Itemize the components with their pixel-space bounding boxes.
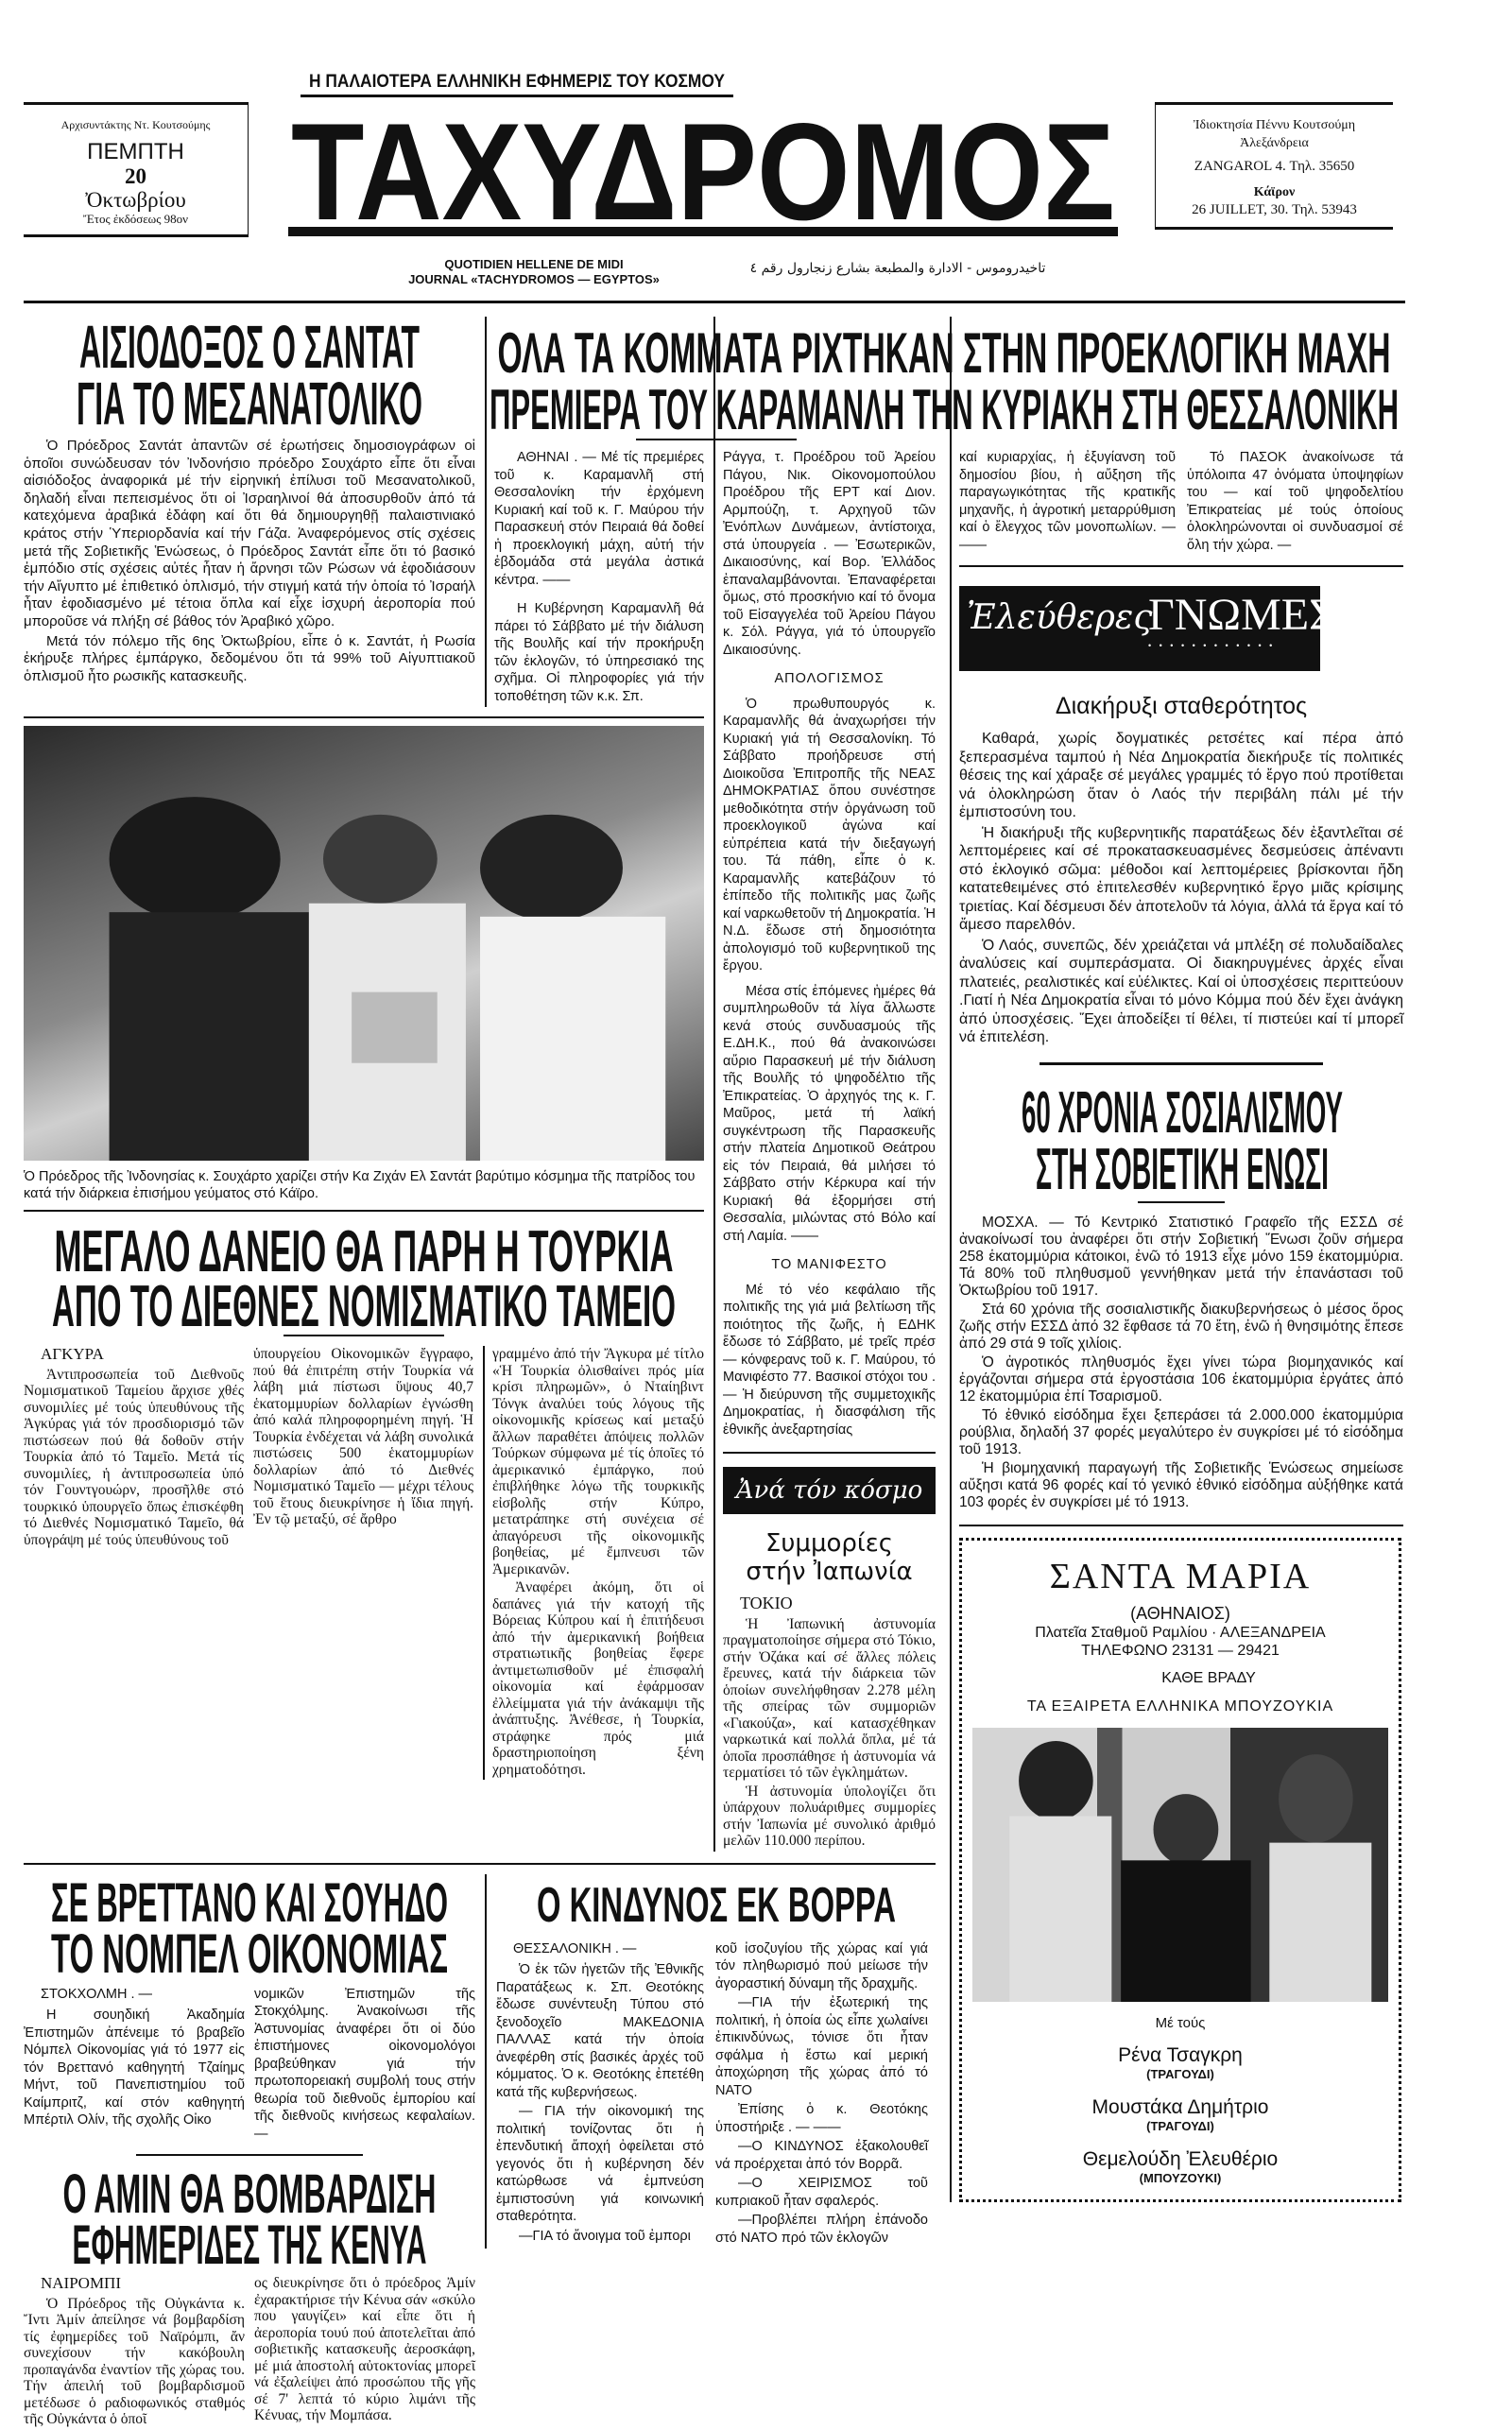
editor-credit: Αρχισυντάκτης Ντ. Κουτσούμης (60, 118, 211, 131)
amin-headline (24, 2165, 475, 2267)
issue-year: Ἔτος ἐκδόσεως 98ον (82, 212, 189, 226)
dateline: ΤΟΚΙΟ (740, 1594, 793, 1612)
photo-figures (24, 726, 704, 1161)
headline-line (959, 1080, 1405, 1137)
dateline: ΝΑΙΡΟΜΠΙ (41, 2274, 121, 2292)
performer-name: Μουστάκα Δημήτριο (1091, 2095, 1269, 2118)
svg-text:Ο ΑΜΙΝ ΘΑ ΒΟΜΒΑΡΔΙΣΗ: Ο ΑΜΙΝ ΘΑ ΒΟΜΒΑΡΔΙΣΗ (62, 2165, 437, 2216)
section-rule (959, 1525, 1403, 1526)
svg-text:ΑΙΣΙΟΔΟΞΟΣ Ο ΣΑΝΤΑΤ: ΑΙΣΙΟΔΟΞΟΣ Ο ΣΑΝΤΑΤ (79, 317, 420, 373)
performer-role: (ΜΠΟΥΖΟΥΚΙ) (1139, 2170, 1222, 2185)
main-content (24, 317, 1403, 2430)
amin-col2: ος διευκρίνησε ὅτι ὁ πρόεδρος Ἀμίν ἐχαρακτήρισε τήν Κένυα σάν «σκύλο που γαυγίζει» καί εἶπε ὅτι ἡ ἀεροπορία τουύ πού ἀποτελεῖται ἀπό σοβιετικῆς κατασκευῆς ἀεροσκάφη, μέ μιά ἀποστολή αὐτοκτονίας μπορεῖ νά ἐξαλείψει ἀπό προσώπου τῆς γῆς σέ 7' λεπτά τό κύριο λιμάνι τῆς Κένυας, τήν Μομπάσα. (254, 2275, 475, 2423)
svg-text:ΓΙΑ ΤΟ ΜΕΣΑΝΑΤΟΛΙΚΟ: ΓΙΑ ΤΟ ΜΕΣΑΝΑΤΟΛΙΚΟ (77, 373, 422, 430)
elections-col2: Ράγγα, τ. Προέδρου τοῦ Ἀρείου Πάγου, Νικ. Οἰκονομοπούλου Προέδρου τῆς ΕΡΤ καί Διον. Αρμπούζη, τ. Αρχηγοῦ τῶν Ἐνόπλων Δυνάμεων, ἀντίστοιχα, στά ὑπουργεία . — Ἐσωτερικῶν, Δικαιοσύνης, καί Βορ. Ἑλλάδος ἐπαναλαμβάνονται. Ἐπαναφέρεται ὅμως, στό προσκήνιο καί τό ὄνομα τοῦ Εἰσαγγελέα τοῦ Ἀρείου Πάγου κ. Σόλ. Ράγγα, γιά τό ὑπουργεῖο Δικαιοσύνης. ΑΠΟΛΟΓΙΣΜΟΣ Ὁ πρωθυπουργός κ. Καραμανλῆς θά ἀναχωρήσει τήν Κυριακή γιά τή Θεσσαλονίκη. Τό Σάββατο προήδρευσε στή Διοικοῦσα Ἐπιτροπῆς τῆς ΝΕΑΣ ΔΗΜΟΚΡΑΤΙΑΣ ὅπου συνέστησε μεθοδικότητα στήν ὀργάνωση τοῦ προεκλογικοῦ ἀγώνα καί εὐπρέπεια κατά τήν διεξαγωγή του. Τά πάθη, εἶπε ὁ κ. Καραμανλῆς κατεβάζουν τό ἐπίπεδο τῆς πολιτικῆς μας ζωῆς καί ναρκωθετοῦν τή Δημοκρατία. Ἡ Ν.Δ. ἔδωσε στή δημοσιότητα ἀπολογισμό τοῦ κυβερνητικοῦ της ἔργου. Μέσα στίς ἐπόμενες ἡμέρες θά συμπληρωθοῦν τά λίγα ἄλλωστε κενά στούς συνδυασμούς τῆς Ε.ΔΗ.Κ., πού θά ἀνακοινώσει αὔριο Παρασκευή μέ τήν διάλυση τῆς Βουλῆς τό ψηφοδέλτιο τῆς Ἐπικρατείας. Ὁ ἀρχηγός της κ. Γ. Μαῦρος, μετά τή λαϊκή συγκέντρωση τῆς Παρασκευῆς στήν πλατεία Δημοτικοῦ Θεάτρου εἰς τόν Πειραιά, θά μιλήσει τό Σάββατο στήν Κέρκυρα καί τήν Κυριακή θά ἐξορμήσει στή Θεσσαλία, μιλώντας στό Βόλο καί στή Λαμία. —— ΤΟ ΜΑΝΙΦΕΣΤΟ Μέ τό νέο κεφάλαιο τῆς πολιτικῆς της γιά μιά βελτίωση τῆς ποιότητος τῆς ζωῆς, ἡ ΕΔΗΚ ἔδωσε τό Σάββατο, μέ τρεῖς πρέσ — κόνφερανς τοῦ κ. Γ. Μαύρου, τό Μανιφέστο 77. Βασικοί στόχοι του . — Ἡ διεύρυνση τῆς συμμετοχικῆς Δημοκρατίας, ἡ διασφάλιση τῆς ἐθνικῆς ἀνεξαρτησίας (723, 450, 936, 1438)
headline-underline (284, 1335, 444, 1336)
performer-role: (ΤΡΑΓΟΥΔΙ) (1146, 2066, 1214, 2081)
address-cairo: 26 JUILLET, 30. Τηλ. 53943 (1192, 202, 1357, 217)
advert-with: Μέ τούς (1155, 2014, 1206, 2031)
address-box (1155, 102, 1393, 230)
sadat-article-body: Ὁ Πρόεδρος Σαντάτ ἀπαντῶν σέ ἐρωτήσεις δημοσιογράφων οἱ ὁποῖοι συνώδευσαν τόν Ἰνδονήσιο πρόεδρο Σουχάρτο εἶπε ὅτι εἶναι αἰσιόδοξος ἀναφορικά μέ τήν εἰρηνική ἐπίλυσι τοῦ Μεσανατολικοῦ, δηλαδή εἶναι πεπεισμένος ὅτι οἱ Ἰσραηλινοί θά ἀποσυρθοῦν ἀπό τά κατεχόμενα ἀραβικά ἐδάφη καί ὅτι θά δημιουργηθῇ παλαιστινιακό κράτος στήν Ὑπεριορδανία καί τήν Γάζα. Ἀναφερόμενος στίς σχέσεις μετά τῆς Σοβιετικῆς Ἑνώσεως, ὁ Πρόεδρος Σαντάτ εἶπε ὅτι τό βασικό ἐμπόδιο στίς σχέσεις αὐτές ἦταν ἡ ἄρνησι τῶν Ρώσων νά ἐφοδιάσουν τήν Αἴγυπτο μέ ἐπιθετικό ὁπλισμό, τήν στιγμή κατά τήν ὁποία τό Ἰσραήλ ἦταν ἐφοδιασμένο μέ τέτοια ὅπλα καί εἶχε ἰσχυρή ἀεροπορία πού μποροῦσε νά πλήξη σέ βάθος τόν Ἀραβικό χῶρο. Μετά τόν πόλεμο τῆς 6ης Ὀκτωβρίου, εἶπε ὁ κ. Σαντάτ, ἡ Ρωσία ἐκήρυξε πλήρες ἐμπάργκο, δεδομένου ὅτι τά 99% τοῦ Αἰγυπτιακοῦ ὁπλισμοῦ ἦτο ρωσικῆς κατασκευῆς. (24, 438, 475, 684)
svg-text:Η ΠΑΛΑΙΟΤΕΡΑ ΕΛΛΗΝΙΚΗ ΕΦΗΜΕΡΙΣ: Η ΠΑΛΑΙΟΤΕΡΑ ΕΛΛΗΝΙΚΗ ΕΦΗΜΕΡΙΣ ΤΟΥ ΚΟΣΜΟΥ (309, 72, 726, 91)
advert-phone: ΤΗΛΕΦΩΝΟ 23131 — 29421 (1081, 1642, 1280, 1659)
turkey-col1: ΑΓΚΥΡΑ Ἀντιπροσωπεία τοῦ Διεθνοῦς Νομισματικοῦ Ταμείου ἄρχισε χθές συνομιλίες μέ τούς ὑπευθύνους τῆς Ἀγκύρας γιά τόν προσδιορισμό τῶν πιστώσεων πού θά δοθοῦν στήν Τουρκία ἀπό τό Ταμεῖο. Μετά τίς συνομιλίες, ἡ ἀντιπροσωπεία ὑπό τόν Γουντγουώρν, προσῆλθε στό τουρκικό ὑπουργεῖο ὅπως ἐπισκέφθη τό Διεθνές Νομισματικό Ταμεῖο, θά ὑπογράψη μέ τούς ὑπευθύνους τοῦ (24, 1345, 244, 1548)
banner-dots: • • • • • • • • • • • • (1148, 641, 1276, 650)
bottom-row (24, 1874, 936, 2430)
advert-name: ΣΑΝΤΑ ΜΑΡΙΑ (1049, 1556, 1312, 1596)
owner: Ἰδιοκτησία Πέννυ Κουτσούμη (1193, 118, 1356, 132)
month: Ὀκτωβρίου (85, 188, 186, 212)
north-headline (496, 1874, 936, 1927)
advert-address: Πλατεῖα Σταθμοῦ Ραμλίου · ΑΛΕΞΑΝΔΡΕΙΑ (1035, 1624, 1326, 1641)
amin-col1: ΝΑΙΡΟΜΠΙ Ὁ Πρόεδρος τῆς Οὐγκάντα κ. Ἴντι Ἀμίν ἀπείλησε νά βομβαρδίση τίς ἐφημερίδες τοῦ Ναϊρόμπι, ἄν συνεχίσουν τήν κακόβουλη προπαγάνδα ἐναντίον τῆς χώρας του. Τήν ἀπειλή τοῦ βομβαρδισμοῦ μετέδωσε ὁ ραδιοφωνικός σταθμός τῆς Οὐγκάντα ὁ ὁποῖ (24, 2274, 245, 2427)
headline-line (24, 1276, 704, 1331)
headline-line (24, 317, 475, 373)
turkey-headline (24, 1221, 704, 1346)
svg-text:ΜΕΓΑΛΟ ΔΑΝΕΙΟ ΘΑ ΠΑΡΗ Η ΤΟΥΡΚΙ: ΜΕΓΑΛΟ ΔΑΝΕΙΟ ΘΑ ΠΑΡΗ Η ΤΟΥΡΚΙΑ (54, 1221, 674, 1276)
performer-name: Ρένα Τσαγκρη (1118, 2043, 1243, 2066)
ussr-headline (959, 1080, 1403, 1215)
advert-every-night: ΚΑΘΕ ΒΡΑΔΥ (1161, 1669, 1256, 1686)
svg-text:ΣΕ ΒΡΕΤΤΑΝΟ ΚΑΙ ΣΟΥΗΔΟ: ΣΕ ΒΡΕΤΤΑΝΟ ΚΑΙ ΣΟΥΗΔΟ (51, 1873, 448, 1925)
headline-line (959, 1137, 1405, 1194)
headline-line (24, 373, 475, 430)
address-alexandria: ZANGAROL 4. Τηλ. 35650 (1194, 159, 1355, 174)
svg-text:ΟΛΑ ΤΑ ΚΟΜΜΑΤΑ ΡΙΧΤΗΚΑΝ ΣΤΗΝ Π: ΟΛΑ ΤΑ ΚΟΜΜΑΤΑ ΡΙΧΤΗΚΑΝ ΣΤΗΝ ΠΡΟΕΚΛΟΓΙΚΗ ΜΑΧΗ (497, 321, 1391, 378)
nobel-headline (24, 1874, 475, 1976)
ussr-body: ΜΟΣΧΑ. — Τό Κεντρικό Στατιστικό Γραφεῖο τῆς ΕΣΣΔ σέ ἀνακοίνωσί του ἀναφέρει ὅτι στήν Σοβιετική Ἕνωσι ζοῦν σήμερα 258 ἑκατομμύρια κάτοικοι, ἐνῶ τό 1913 εἶχε μόνο 159 ἑκατομμύρια. Τά 80% τοῦ πληθυσμοῦ γεννήθηκαν μετά τήν ἐπανάστασι τοῦ Ὀκτωβρίου τοῦ 1917. Στά 60 χρόνια τῆς σοσιαλιστικῆς διακυβερνήσεως ὁ μέσος ὅρος ζωῆς στήν ΕΣΣΔ ἀπό 32 ἔφθασε τά 70 ἔτη, ἐνῶ ἡ θνησιμότης ἔπεσε ἀπό 29 στά 9 τοῖς χιλίοις. Ὁ ἀγροτικός πληθυσμός ἔχει γίνει τώρα βιομηχανικός καί ἐργάζονται σήμερα στά ἐργοστάσια 106 ἑκατομμύρια ἐργάτες ἀπό 12 ἑκατομμύρια ἐπί Τσαρισμοῦ. Τό ἐθνικό εἰσόδημα ἔχει ξεπεράσει τά 2.000.000 ἑκατομμύρια ρούβλια, δηλαδή 37 φορές μεγαλύτερο ἐν συγκρίσει μέ τό εἰσόδημα τοῦ 1913. Ἡ βιομηχανική παραγωγή τῆς Σοβιετικῆς Ἑνώσεως σημείωσε αὔξησι κατά 96 φορές καί τό γενικό ἐθνικό εἰσόδημα αὐξήθηκε κατά 103 φορές ἐν συγκρίσει μέ τό 1913. (959, 1214, 1403, 1510)
right-column (950, 317, 1403, 2202)
newspaper-title (286, 100, 1120, 225)
north-article (485, 1874, 936, 2249)
section-rule (136, 2154, 363, 2156)
around-the-world-banner: Ἀνά τόν κόσμο (723, 1467, 936, 1514)
sadat-headline (24, 317, 475, 430)
sadat-article (24, 317, 475, 687)
performer-role: (ΤΡΑΓΟΥΔΙ) (1146, 2118, 1214, 2133)
turkey-col3: γραμμένο ἀπό τήν Ἄγκυρα μέ τίτλο «Ἡ Τουρκία ὀλισθαίνει πρός μία κρίσι πληρωμῶν», ὁ Νταίηβιντ Τόνγκ ἀναλύει τούς λόγους τῆς οἰκονομικῆς κρίσεως καί μεταξύ ἄλλων παραθέτει ἀπόψεις πολλῶν Τούρκων σύμφωνα μέ τίς ὁποῖες τό ἀμερικανικό ἐμπάργκο, πού ἐπιβλήθηκε λόγω τῆς τουρκικῆς εἰσβολῆς στήν Κύπρο, μετατράπηκε στή συνέχεια σέ ἀπαγόρευσι τῆς οἰκονομικῆς βοηθείας, μέ ἔμπνευσι τῶν Ἀμερικανῶν. Ἀναφέρει ἀκόμη, ὅτι οἱ δαπάνες γιά τήν κατοχή τῆς Βόρειας Κύπρου καί ἡ ἐπιτήδευσι ἀπό τήν ἀμερικανική βοήθεια στρατιωτικῆς βοηθείας ἔφερε ἀντιμετωπισθοῦν μέ ἐπισφαλή οἰκονομία καί ἐφάρμοσαν ἐλλείμματα γιά τήν ἀνάκαμψι τῆς ἀνάπτυξης. Ἀνέθεσε, ἡ Τουρκία, στράφηκε πρός μιά δραστηριοποίηση ξένη χρηματοδότησι. (483, 1346, 704, 1780)
svg-text:ΤΑΧΥΔΡΟΜΟΣ: ΤΑΧΥΔΡΟΜΟΣ (291, 100, 1115, 225)
north-col1: ΘΕΣΣΑΛΟΝΙΚΗ . — Ὁ ἐκ τῶν ἡγετῶν τῆς Ἐθνικῆς Παρατάξεως κ. Σπ. Θεοτόκης ἔδωσε συνέντευξη Τύπου στό ξενοδοχεῖο ΜΑΚΕΔΟΝΙΑ ΠΑΛΛΑΣ κατά τήν ὁποία ἀνεφέρθη στίς βασικές ἀρχές τοῦ κόμματος. Ὁ κ. Θεοτόκης ἐπετέθη κατά τῆς κυβερνήσεως. — ΓΙΑ τήν οἰκονομική της πολιτική τονίζοντας ὅτι ἡ ἐπενδυτική ἄποχή ὀφείλεται στό γεγονός ὅτι ἡ κυβέρνηση δέν κατώρθωσε νά ἐμπνεύση ἐμπιστοσύνη γιά κοινωνική σταθερότητα. —ΓΙΑ τό ἄνοιγμα τοῦ ἐμπορι (496, 1940, 704, 2244)
headline-line (24, 1925, 475, 1976)
north-col2: κοῦ ἰσοζυγίου τῆς χώρας καί γιά τόν πληθωρισμό πού μείωσε τήν ἀγοραστική δύναμη τῆς δραχμῆς. —ΓΙΑ τήν ἐξωτερική της πολιτική, ἡ ὁποία ὡς εἶπε χωλαίνει ἐπικινδύνως, τόνισε ὅτι ἦταν σφάλμα ἡ ἔστω καί μερική ἀποχώρηση τῆς χώρας ἀπό τό ΝΑΤΟ Ἐπίσης ὁ κ. Θεοτόκης ὑποστήριξε . — —— —Ο ΚΙΝΔΥΝΟΣ ἐξακολουθεῖ νά προέρχεται ἀπό τόν Βορρᾶ. —Ο ΧΕΙΡΙΣΜΟΣ τοῦ κυπριακοῦ ἦταν σφαλερός. —Προβλέπει πλήρη ἐπάνοδο στό ΝΑΤΟ πρό τῶν ἐκλογῶν (715, 1940, 928, 2246)
turkey-columns (24, 1346, 704, 1780)
title-svg (286, 100, 1120, 225)
section-rule (1040, 1062, 1323, 1065)
japan-body: ΤΟΚΙΟ Ἡ Ἰαπωνική ἀστυνομία πραγματοποίησε σήμερα στό Τόκιο, στήν Ὀζάκα καί σέ ἄλλες πόλεις ἔρευνες, κατά τήν διάρκεια τῶν ὁποίων συνελήφθησαν 2.278 μέλη τῆς σπείρας τῶν συμμοριῶν «Γιακούζα», καί κατασχέθηκαν ναρκωτικά καί πολλά ὅπλα, μέ τά ὁποῖα προσπάθησε ἡ ἀστυνομία νά τερματίσει τό τῶν ἐγκλημάτων. Ἡ ἀστυνομία ὑπολογίζει ὅτι ὑπάρχουν πολυάριθμες συμμορίες στήν Ἰαπωνία μέ συνολικό ἀριθμό μελῶν 110.000 περίπου. (723, 1594, 936, 1849)
headline-line (24, 1221, 704, 1276)
opinion-body: Καθαρά, χωρίς δογματικές ρετσέτες καί πέρα ἀπό ξεπερασμένα ταμπού ἡ Νέα Δημοκρατία διεκήρυξε τίς πολιτικές θέσεις της καί χάραξε σέ μεγάλες γραμμές τό ἔργο πού προτίθεται νά ὁλοκληρώση ὅταν ὁ Λαός τήν περιβάλη πάλι μέ τήν ἐμπιστοσύνη του. Ἡ διακήρυξι τῆς κυβερνητικῆς παρατάξεως δέν ἐξαντλεῖται σέ λεπτομέρειες καί σέ προκατασκευασμένες δεσμεύσεις ἀπέναντι στό ἐκλογικό σῶμα: μέθοδοι καί λεπτομέρειες βρίσκονται ἤδη κατατεθειμένες στό ἐπιτελεσθέν κυβερνητικό ἔργο μιᾶς κρίσιμης τριετίας. Καί δέσμευσι δέν ἀποτελοῦν τά λόγια, ἀλλά τά ἔργα καί τό ἄμεσο παρελθόν. Ὁ Λαός, συνεπῶς, δέν χρειάζεται νά μπλέξη σέ πολυδαίδαλες ἀναλύσεις καί συμπεράσματα. Οἱ διακηρυγμένες ἀρχές εἶναι πλατειές, ρεαλιστικές καί εὐέλικτες. Καί οἱ ὑποσχέσεις περιττεύουν .Γιατί ἡ Νέα Δημοκρατία εἶναι τό μόνο Κόμμα πού δέν ἔχει ἀνάγκη ἀπό ὑποσχέσεις. Ἔχει ἀποδείξει τί θέλει, τί πιστεύει καί τί μπορεῖ νά ἐπιτελέση. (959, 731, 1403, 1045)
masthead-rule (24, 301, 1405, 303)
section-rule (24, 1210, 704, 1212)
city: Ἀλεξάνδρεια (1240, 136, 1309, 150)
date-box (24, 102, 249, 237)
advert-tagline: ΤΑ ΕΞΑΙΡΕΤΑ ΕΛΛΗΝΙΚΑ ΜΠΟΥΖΟΥΚΙΑ (1026, 1698, 1334, 1715)
japan-headline: Συμμορίες στήν Ἰαπωνία (746, 1529, 913, 1586)
elections-col4: Τό ΠΑΣΟΚ ἀνακοίνωσε τά ὑπόλοιπα 47 ὀνόματα ὑποψηφίων του — καί τοῦ ψηφοδελτίου Ἐπικρατείας μέ τούς ὁποίους ὁλοκληρώνονται οἱ συνδυασμοί σέ ὅλη τήν χώρα. — (1187, 450, 1403, 553)
city-cairo: Κάϊρον (1253, 185, 1296, 199)
headline-line (24, 2216, 475, 2267)
photo-caption: Ὁ Πρόεδρος τῆς Ἰνδονησίας κ. Σουχάρτο χαρίζει στήν Κα Ζιχάν Ελ Σαντάτ βαρύτιμο κόσμημα τῆς πατρίδος του κατά τήν διάρκεια ἐπισήμου γεύματος στό Κάϊρο. (24, 1169, 696, 1201)
svg-text:Ο ΚΙΝΔΥΝΟΣ ΕΚ ΒΟΡΡΑ: Ο ΚΙΝΔΥΝΟΣ ΕΚ ΒΟΡΡΑ (536, 1877, 896, 1927)
left-middle-area (24, 317, 936, 2430)
manifesto-subheading: ΤΟ ΜΑΝΙΦΕΣΤΟ (771, 1257, 887, 1272)
headline-line (24, 2165, 475, 2216)
musicians-photo (972, 1728, 1388, 2002)
nobel-col2: νομικῶν Ἐπιστημῶν τῆς Στοκχόλμης. Ἀνακοίνωσι τῆς Ἀστυνομίας ἀναφέρει ὅτι οἱ δύο ἐπιστήμονες οἰκονομολόγοι βραβεύθηκαν γιά τήν πρωτοπορειακή συμβολή τους στήν θεωρία τοῦ διεθνοῦς ἐμπορίου καί τῆς διεθνοῦς κινήσεως κεφαλαίων. — (254, 1986, 475, 2142)
left-block (24, 317, 704, 1780)
weekday: ΠΕΜΠΤΗ (87, 139, 184, 164)
svg-text:ΑΠΟ ΤΟ ΔΙΕΘΝΕΣ ΝΟΜΙΣΜΑΤΙΚΟ ΤΑΜ: ΑΠΟ ΤΟ ΔΙΕΘΝΕΣ ΝΟΜΙΣΜΑΤΙΚΟ ΤΑΜΕΙΟ (52, 1276, 676, 1331)
svg-text:ΤΟ ΝΟΜΠΕΛ ΟΙΚΟΝΟΜΙΑΣ: ΤΟ ΝΟΜΠΕΛ ΟΙΚΟΝΟΜΙΑΣ (51, 1924, 448, 1976)
middle-column (713, 317, 936, 1852)
dateline: ΘΕΣΣΑΛΟΝΙΚΗ . — (513, 1940, 637, 1956)
day: 20 (125, 164, 146, 188)
performer-name: Θεμελούδη Ἐλευθέριο (1082, 2147, 1279, 2170)
section-rule (24, 716, 704, 718)
photo-figures (972, 1728, 1388, 2002)
elections-col1: ΑΘΗΝΑΙ . — Μέ τίς πρεμιέρες τοῦ κ. Καραμανλῆ στή Θεσσαλονίκη τήν ἐρχόμενη Κυριακή καί τοῦ κ. Γ. Μαύρου τήν Παρασκευή στόν Πειραιά θά δοθεί ἡ προεκλογική μάχη, αὐτή τήν ἑβδομάδα στά μεγάλα ἀστικά κέντρα. —— Η Κυβέρνηση Καραμανλῆ θά πάρει τό Σάββατο μέ τήν διάλυση τῆς Βουλῆς καί τήν προκήρυξη τῶν ἐκλογῶν, τό ὑπηρεσιακό της σχῆμα. Οἱ πληροφορίες γιά τήν τοποθέτηση τῶν κ.κ. Σπ. (485, 317, 704, 707)
headline-line (24, 1874, 475, 1925)
french-subtitle: QUOTIDIEN HELLENE DE MIDI JOURNAL «TACHYDROMOS — EGYPTOS» (408, 257, 660, 286)
headline-underline (1138, 1201, 1225, 1203)
advert-subname: (ΑΘΗΝΑΙΟΣ) (1130, 1603, 1230, 1623)
santa-maria-advert (959, 1538, 1401, 2202)
dateline: ΑΓΚΥΡΑ (41, 1345, 104, 1363)
title-underline (288, 227, 1118, 236)
apologismos-subheading: ΑΠΟΛΟΓΙΣΜΟΣ (774, 671, 885, 686)
arabic-subtitle: تاخيدروموس - الادارة والمطبعة بشارع زنجارول رقم ٤ (749, 261, 1046, 276)
slogan-svg (301, 68, 733, 91)
left-bottom (24, 1874, 475, 2430)
elections-col3: καί κυριαρχίας, ἡ ἐξυγίανση τοῦ δημοσίου βίου, ἡ αὔξηση τῆς παραγωγικότητας τῆς κρατικῆς μηχανῆς, ἡ ἀγροτική μεταρρύθμιση καί ὁ ἔλεγχος τῶν μονοπωλίων. — —— (959, 450, 1176, 553)
section-rule (959, 565, 1403, 567)
turkey-col2: ὑπουργείου Οἰκονομικῶν ἔγγραφο, πού θά ἐπιτρέπη στήν Τουρκία νά λάβη μιά πίστωσι ὕψους 40,7 ἑκατομμυρίων δολλαρίων ἐγνώσθη ἀπό καλά πληροφορημένη πηγή. Ἡ Τουρκία ἐνδέχεται νά λάβη συνολικά πιστώσεις 500 ἑκατομμυρίων δολλαρίων ἀπό τό Διεθνές Νομισματικό Ταμεῖο — μέχρι τέλους τοῦ ἔτους διευκρίνησε ἡ ἴδια πηγή. Ἐν τῷ μεταξύ, σέ ἄρθρο (253, 1346, 473, 1527)
opinion-title: Διακήρυξι σταθερότητος (1055, 693, 1308, 719)
svg-text:ΠΡΕΜΙΕΡΑ ΤΟΥ ΚΑΡΑΜΑΝΛΗ ΤΗΝ ΚΥΡ: ΠΡΕΜΙΕΡΑ ΤΟΥ ΚΑΡΑΜΑΝΛΗ ΤΗΝ ΚΥΡΙΑΚΗ ΣΤΗ ΘΕΣΣΑΛΟΝΙΚΗ (490, 378, 1399, 435)
headline-line (499, 1874, 934, 1927)
section-rule (723, 1452, 936, 1454)
section-rule (24, 1863, 936, 1865)
masthead-slogan (301, 68, 733, 97)
svg-text:ΕΦΗΜΕΡΙΔΕΣ ΤΗΣ ΚΕΝΥΑ: ΕΦΗΜΕΡΙΔΕΣ ΤΗΣ ΚΕΝΥΑ (72, 2216, 427, 2267)
sadat-suharto-photo (24, 726, 704, 1161)
free-opinions-banner: Ἐλεύθερες • • • • • • • • • • • • ΓΝΩΜΕΣ (959, 586, 1320, 671)
svg-text:ΣΤΗ ΣΟΒΙΕΤΙΚΗ ΕΝΩΣΙ: ΣΤΗ ΣΟΒΙΕΤΙΚΗ ΕΝΩΣΙ (1036, 1136, 1329, 1194)
nobel-col1: ΣΤΟΚΧΟΛΜΗ . — Η σουηδική Ἀκαδημία Ἐπιστημῶν ἀπένειμε τό βραβεῖο Νόμπελ Οἰκονομίας γιά τό 1977 εἰς τόν Βρεττανό καθηγητή Τζαίημς Μήντ, τοῦ Πανεπιστημίου τοῦ Καίμπριτζ, καί στόν καθηγητή Μπέρτιλ Ολίν, τῆς σχολῆς Οἰκο (24, 1986, 245, 2128)
dateline: ΣΤΟΚΧΟΛΜΗ . — (41, 1986, 153, 2002)
svg-text:60 ΧΡΟΝΙΑ ΣΟΣΙΑΛΙΣΜΟΥ: 60 ΧΡΟΝΙΑ ΣΟΣΙΑΛΙΣΜΟΥ (1022, 1079, 1343, 1137)
